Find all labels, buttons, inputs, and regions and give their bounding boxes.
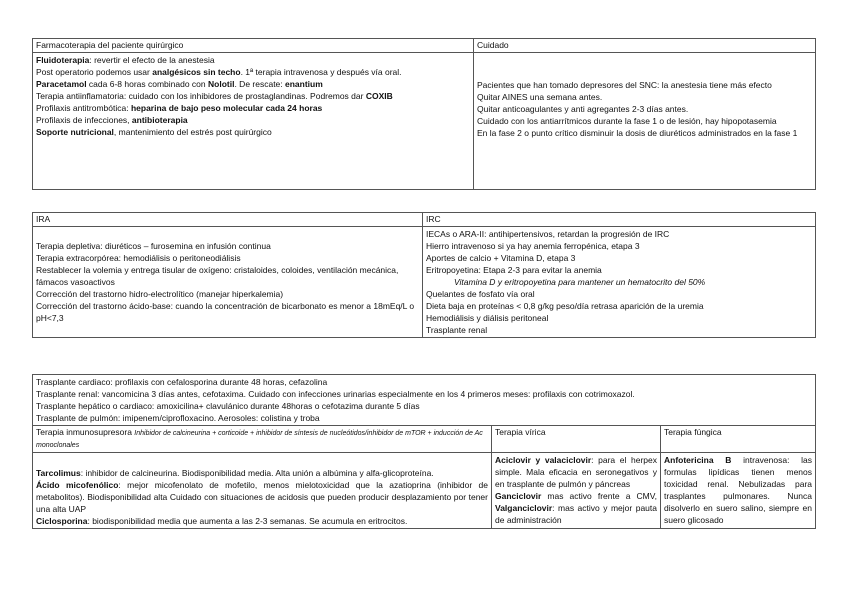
- t2-right-header: IRC: [423, 213, 816, 227]
- t1-left-line: Profilaxis de infecciones, antibioterapia: [36, 115, 188, 125]
- t1-right-line: Pacientes que han tomado depresores del SNC: la anestesia tiene más efecto: [477, 80, 772, 90]
- t3-top-line: Trasplante de pulmón: imipenem/ciprofloxacino. Aerosoles: colistina y troba: [36, 413, 320, 423]
- t2-right-line: Vitamina D y eritropoyetina para mantener un hematocrito del 50%: [454, 277, 706, 287]
- t2-left-header: IRA: [33, 213, 423, 227]
- t3-viral-line: Ganciclovir mas activo frente a CMV, Valganciclovir: mas activo y mejor pauta de administración: [495, 491, 657, 525]
- t3-top-line: Trasplante cardiaco: profilaxis con cefalosporina durante 48 horas, cefazolina: [36, 377, 328, 387]
- t3-immuno-cell: [33, 453, 492, 529]
- t2-left-line: Corrección del trastorno hidro-electrolítico (manejar hiperkalemia): [36, 289, 284, 299]
- t1-left-line: Paracetamol cada 6-8 horas combinado con Nolotil. De rescate: enantium: [36, 79, 323, 89]
- t3-viral-header: Terapia vírica: [492, 426, 661, 453]
- t1-right-line: En la fase 2 o punto crítico disminuir la dosis de diuréticos administrados en la fase 1: [477, 128, 798, 138]
- t1-right-line: Cuidado con los antiarrítmicos durante la fase 1 o de lesión, hay hipopotasemia: [477, 116, 777, 126]
- t1-left-line: Post operatorio podemos usar analgésicos sin techo. 1ª terapia intravenosa y después vía oral.: [36, 67, 402, 77]
- t3-immuno-header-title: Terapia inmunosupresora: [36, 427, 132, 437]
- t3-prophylaxis-cell: [33, 375, 816, 426]
- t2-left-line: Restablecer la volemia y entrega tisular de oxígeno: cristaloides, coloides, ventilación mecánica, fámacos vasoactivos: [36, 265, 399, 287]
- t3-immuno-line: Ciclosporina: biodisponibilidad media que aumenta a las 2-3 semanas. Se acumula en eritrocitos.: [36, 516, 408, 526]
- transplant-therapy-table: [32, 374, 816, 529]
- t2-left-cell: [33, 227, 423, 338]
- t1-left-cell: [33, 53, 474, 190]
- t2-left-line: Corrección del trastorno ácido-base: cuando la concentración de bicarbonato es menor a 18mEq/L o pH<7,3: [36, 301, 415, 323]
- t1-right-line: Quitar anticoagulantes y anti agregantes 2-3 días antes.: [477, 104, 689, 114]
- t3-immuno-header: [33, 426, 492, 453]
- t1-right-header: Cuidado: [474, 39, 816, 53]
- t2-right-line: Dieta baja en proteínas < 0,8 g/kg peso/día retrasa aparición de la uremia: [426, 301, 704, 311]
- t1-right-cell: [474, 53, 816, 190]
- t3-immuno-line: Tarcolimus: inhibidor de calcineurina. Biodisponibilidad media. Alta unión a albúmina y alfa-glicoproteína.: [36, 468, 434, 478]
- t2-right-line: Eritropoyetina: Etapa 2-3 para evitar la anemia: [426, 265, 602, 275]
- t3-top-line: Trasplante hepático o cardiaco: amoxicilina+ clavulánico durante 48horas o cefotazima durante 5 días: [36, 401, 420, 411]
- t2-right-line: Trasplante renal: [426, 325, 488, 335]
- t3-fungal-line: Anfotericina B intravenosa: las formulas lipídicas tienen menos toxicidad renal. Nebulizadas para trasplantes pulmonares. Nunca disolverlo en suero salino, siempre en suero glicosado: [664, 455, 812, 525]
- t1-left-header: Farmacoterapia del paciente quirúrgico: [33, 39, 474, 53]
- t2-right-cell: [423, 227, 816, 338]
- t1-left-line: Fluidoterapia: revertir el efecto de la anestesia: [36, 55, 215, 65]
- t2-right-line: Hierro intravenoso si ya hay anemia ferropénica, etapa 3: [426, 241, 640, 251]
- t3-immuno-header-note: Inhibidor de calcineurina + corticoide + inhibidor de síntesis de nucleótidos/inhibidor de mTOR + inducción de Ac monoclonales: [36, 430, 483, 449]
- t2-right-line: Aportes de calcio + Vitamina D, etapa 3: [426, 253, 576, 263]
- t3-fungal-header: Terapia fúngica: [661, 426, 816, 453]
- t2-left-line: Terapia extracorpórea: hemodiálisis o peritoneodiálisis: [36, 253, 241, 263]
- t3-immuno-line: Ácido micofenólico: mejor micofenolato de mofetilo, menos mielotoxicidad que la azatioprina (inhibidor de metabolitos). Biodisponibilidad alta Cuidado con situaciones de acidosis que pueden producir desplazamiento por tener una alta UAP: [36, 480, 488, 514]
- t3-top-line: Trasplante renal: vancomicina 3 días antes, cefotaxima. Cuidado con infecciones urinarias especialmente en los 4 primeros meses: profilaxis con cotrimoxazol.: [36, 389, 635, 399]
- t1-right-line: Quitar AINES una semana antes.: [477, 92, 603, 102]
- t2-right-line: Hemodiálisis y diálisis peritoneal: [426, 313, 549, 323]
- t3-viral-line: Aciclovir y valaciclovir: para el herpex simple. Mala eficacia en seronegativos y en trasplante de pulmón y páncreas: [495, 455, 657, 489]
- t2-right-line: IECAs o ARA-II: antihipertensivos, retardan la progresión de IRC: [426, 229, 670, 239]
- t2-right-line: Quelantes de fosfato vía oral: [426, 289, 535, 299]
- renal-failure-table: [32, 212, 816, 338]
- t1-left-line: Soporte nutricional, mantenimiento del estrés post quirúrgico: [36, 127, 272, 137]
- t3-viral-cell: [492, 453, 661, 529]
- t2-left-line: Terapia depletiva: diuréticos – furosemina en infusión continua: [36, 241, 271, 251]
- t3-fungal-cell: [661, 453, 816, 529]
- t1-left-line: Profilaxis antitrombótica: heparina de bajo peso molecular cada 24 horas: [36, 103, 323, 113]
- t1-left-line: Terapia antiinflamatoria: cuidado con los inhibidores de prostaglandinas. Podremos dar COXIB: [36, 91, 393, 101]
- surgical-pharmacotherapy-table: [32, 38, 816, 190]
